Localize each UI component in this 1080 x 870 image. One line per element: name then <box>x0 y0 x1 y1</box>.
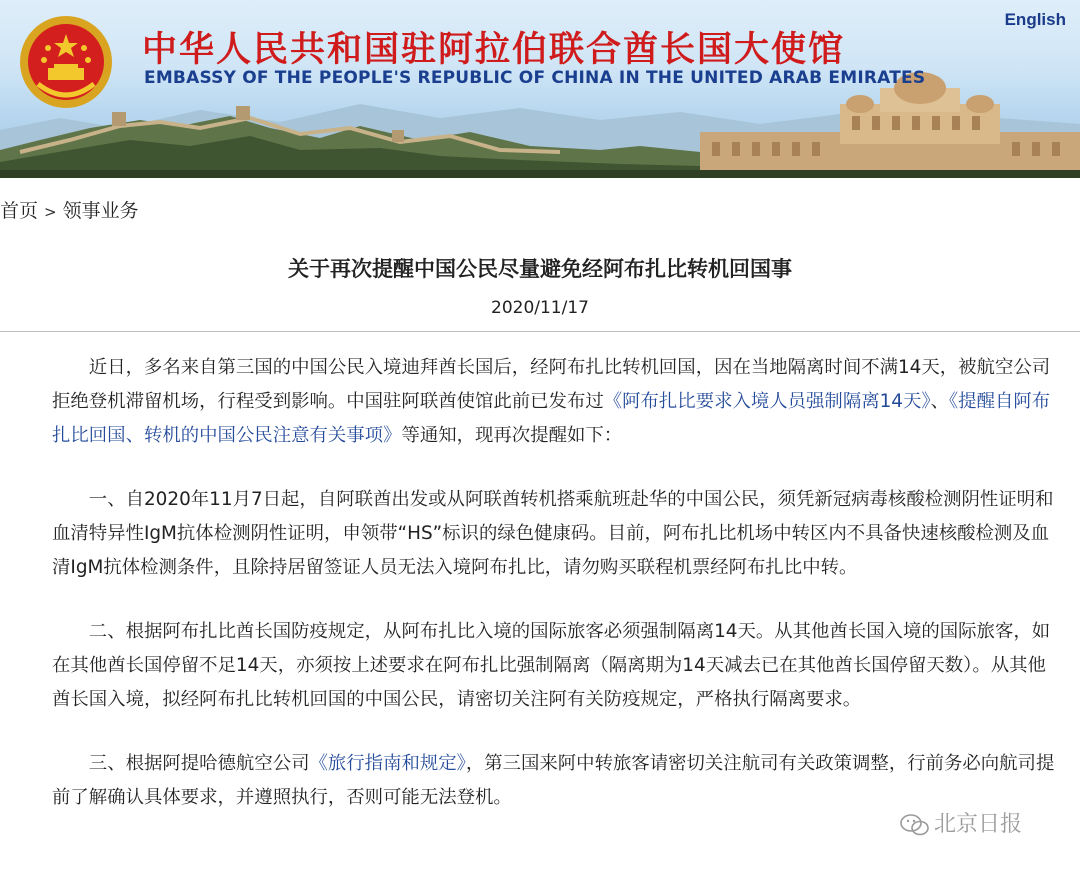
site-title: 中华人民共和国驻阿拉伯联合酋长国大使馆 <box>142 30 846 70</box>
title-divider <box>0 331 1080 332</box>
travel-guide-link[interactable]: 《旅行指南和规定》 <box>309 753 466 774</box>
paragraph-text: 等通知，现再次提醒如下： <box>401 425 623 446</box>
article-body <box>52 351 1057 845</box>
paragraph-item-3 <box>52 747 1057 815</box>
article-title: 关于再次提醒中国公民尽量避免经阿布扎比转机回国事 <box>288 257 792 281</box>
english-language-link[interactable]: English <box>1004 10 1066 29</box>
notice-link-abudhabi-quarantine[interactable]: 《阿布扎比要求入境人员强制隔离14天》 <box>603 391 931 412</box>
article-date: 2020/11/17 <box>491 298 589 318</box>
paragraph-text: 近日，多名来自第三国的中国公民入境迪拜酋长国后，经阿布扎比转机回国，因在当地隔离时间不满14天，被航空公司拒绝登机滞留机场，行程受到影响。中国驻阿联酋使馆此前已发布过 <box>52 357 1051 412</box>
breadcrumb-separator: > <box>44 203 57 221</box>
breadcrumb-section-link[interactable]: 领事业务 <box>62 200 139 222</box>
watermark-text: 北京日报 <box>934 812 1023 837</box>
paragraph-item-2: 二、根据阿布扎比酋长国防疫规定，从阿布扎比入境的国际旅客必须强制隔离14天。从其他酋长国入境的国际旅客，如在其他酋长国停留不足14天，亦须按上述要求在阿布扎比强制隔离（隔离期为14天减去已在其他酋长国停留天数）。从其他酋长国入境，拟经阿布扎比转机回国的中国公民，请密切关注阿有关防疫规定，严格执行隔离要求。 <box>52 621 1051 710</box>
paragraph-text: 、 <box>930 391 949 412</box>
notice-link-transit-reminder[interactable]: 《提醒自阿布扎比回国、转机的中国公民注意有关事项》 <box>52 391 1051 446</box>
site-banner <box>0 0 1080 178</box>
paragraph-item-1: 一、自2020年11月7日起，自阿联酋出发或从阿联酋转机搭乘航班赴华的中国公民，须凭新冠病毒核酸检测阴性证明和血清特异性IgM抗体检测阴性证明，申领带“HS”标识的绿色健康码。目前，阿布扎比机场中转区内不具备快速核酸检测及血清IgM抗体检测条件，且除持居留签证人员无法入境阿布扎比，请勿购买联程机票经阿布扎比中转。 <box>52 489 1054 578</box>
watermark <box>900 807 1022 838</box>
breadcrumb-home-link[interactable]: 首页 <box>0 200 39 222</box>
paragraph-text: ，第三国来阿中转旅客请密切关注航司有关政策调整，行前务必向航司提前了解确认具体要求，并遵照执行，否则可能无法登机。 <box>52 753 1055 808</box>
national-emblem-icon <box>18 14 114 110</box>
breadcrumb <box>0 196 139 223</box>
paragraph-text: 三、根据阿提哈德航空公司 <box>88 753 310 774</box>
paragraph-intro <box>52 351 1057 453</box>
site-subtitle: EMBASSY OF THE PEOPLE'S REPUBLIC OF CHINA IN THE UNITED ARAB EMIRATES <box>144 68 926 88</box>
wechat-icon <box>900 813 930 837</box>
